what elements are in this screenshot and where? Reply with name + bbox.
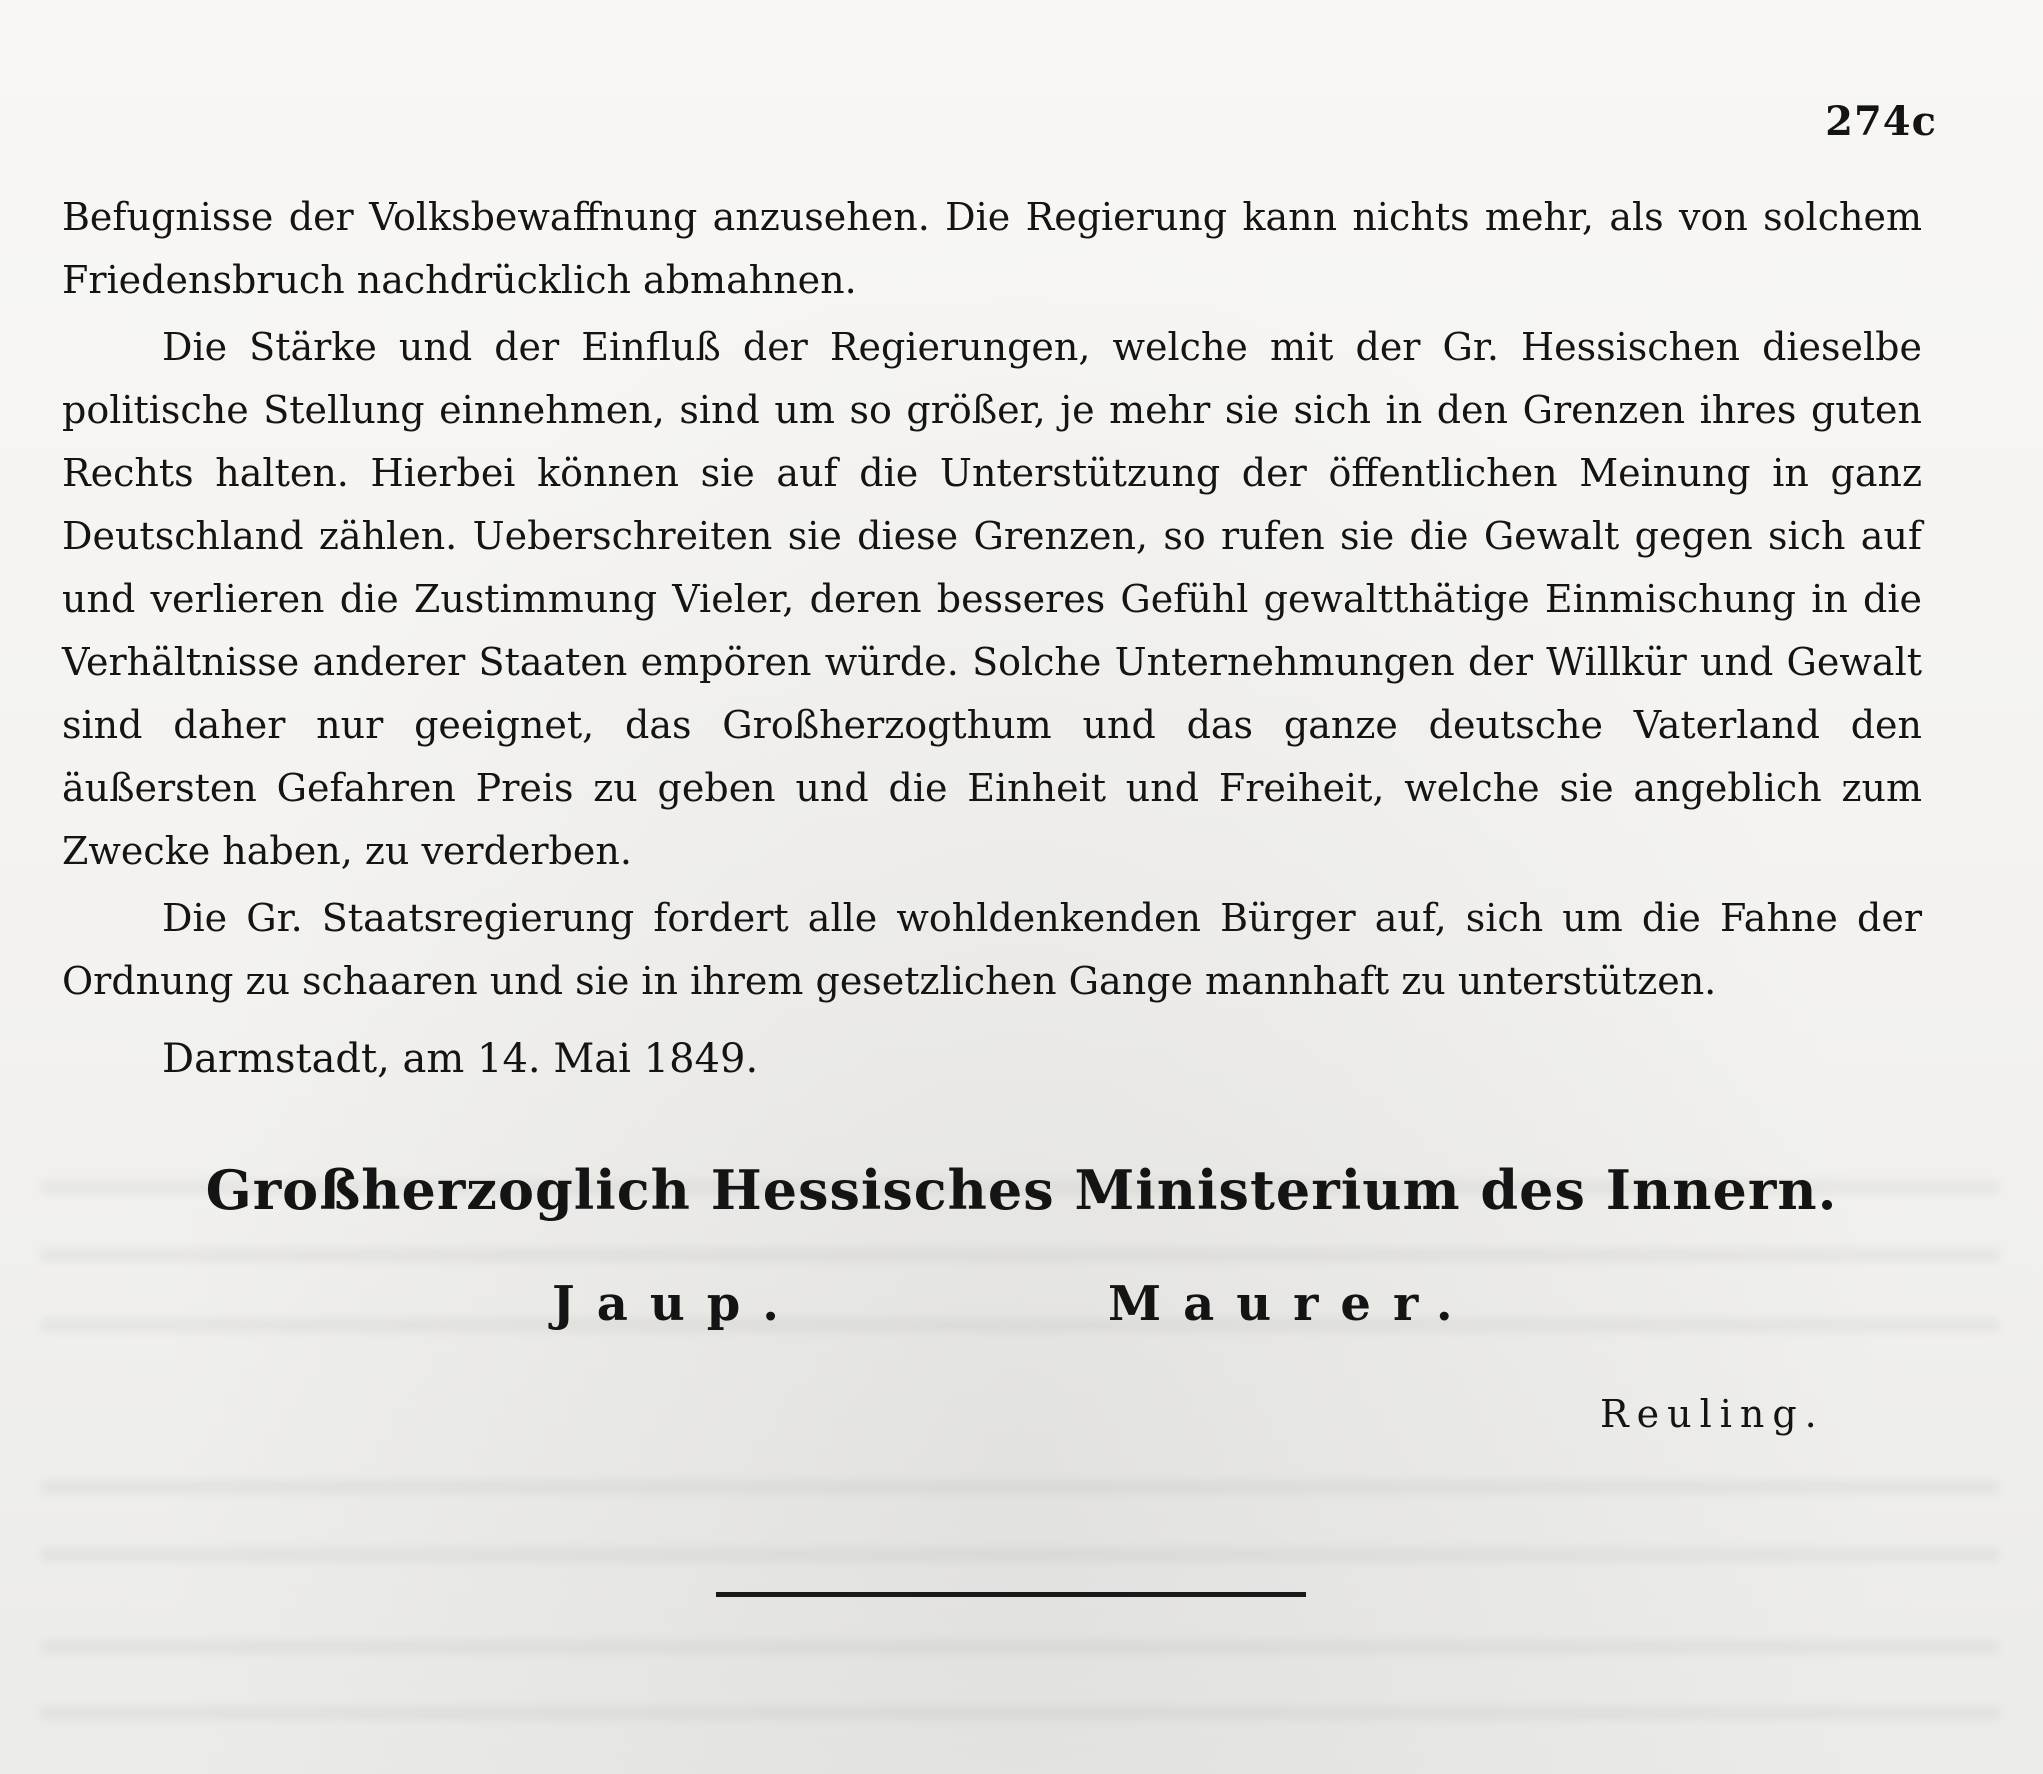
signature-reuling: Reuling. <box>1600 1392 1825 1436</box>
closing-rule <box>716 1592 1306 1597</box>
bleed-through-shadow <box>40 1248 2000 1262</box>
paragraph-1: Befugnisse der Volksbewaffnung anzusehen. Die Regierung kann nichts mehr, als von solchem Friedensbruch nachdrücklich abmahnen. <box>62 195 1922 302</box>
paragraph-2: Die Stärke und der Einfluß der Regierungen, welche mit der Gr. Hessischen dieselbe politische Stellung einnehmen, sind um so größer, je mehr sie sich in den Grenzen ihres guten Rechts halten. Hierbei können sie auf die Unterstützung der öffentlichen Meinung in ganz Deutschland zählen. Ueberschreiten sie diese Grenzen, so rufen sie die Gewalt gegen sich auf und verlieren die Zustimmung Vieler, deren besseres Gefühl gewaltthätige Einmischung in die Verhältnisse anderer Staaten empören würde. Solche Unternehmungen der Willkür und Gewalt sind daher nur geeignet, das Großherzogthum und das ganze deutsche Vaterland den äußersten Gefahren Preis zu geben und die Einheit und Freiheit, welche sie angeblich zum Zwecke haben, zu verderben. <box>62 325 1922 873</box>
signature-jaup: Jaup. <box>552 1276 801 1332</box>
body-text <box>62 186 1922 1017</box>
bleed-through-shadow <box>40 1318 2000 1332</box>
signature-maurer: Maurer. <box>1108 1276 1475 1332</box>
bleed-through-shadow <box>40 1548 2000 1562</box>
ministry-heading: Großherzoglich Hessisches Ministerium des Innern. <box>205 1158 1838 1222</box>
paragraph-3: Die Gr. Staatsregierung fordert alle wohldenkenden Bürger auf, sich um die Fahne der Ordnung zu schaaren und sie in ihrem gesetzlichen Gange mannhaft zu unterstützen. <box>62 896 1922 1003</box>
bleed-through-shadow <box>40 1480 2000 1494</box>
bleed-through-shadow <box>40 1640 2000 1654</box>
bleed-through-shadow <box>40 1706 2000 1720</box>
dateline: Darmstadt, am 14. Mai 1849. <box>162 1036 759 1082</box>
page-number: 274c <box>1825 98 1937 145</box>
